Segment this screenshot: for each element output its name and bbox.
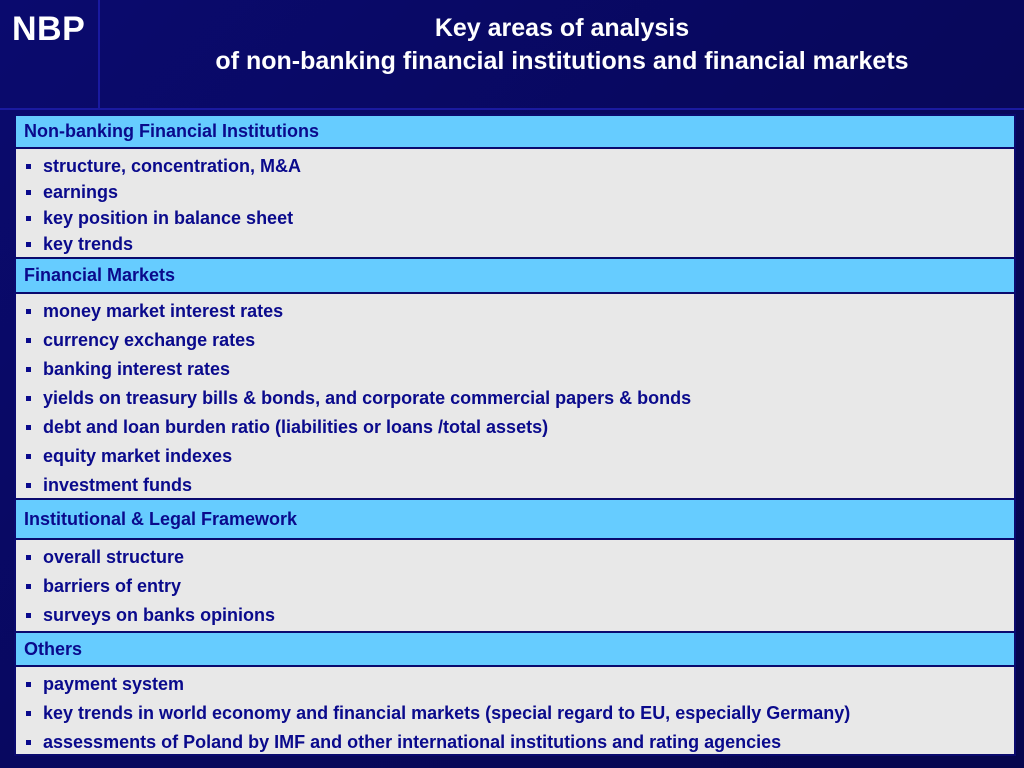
list-item [24,205,1014,231]
analysis-table [14,114,1016,756]
list-item-text: overall structure [43,547,185,567]
list-item-text: key trends in world economy and financial markets (special regard to EU, especially Germany) [43,703,851,723]
bullet-icon [26,216,31,221]
bullet-icon [26,740,31,745]
nbp-logo: NBP [12,10,86,48]
frame-divider-horizontal [0,108,1024,110]
section-body-others [16,667,1014,754]
list-item [24,384,1014,413]
bullet-icon [26,190,31,195]
list-item-text: surveys on banks opinions [43,605,276,625]
section-header-nbfi: Non-banking Financial Institutions [16,116,1014,149]
slide-title-line-1: Key areas of analysis [434,14,690,42]
frame-divider-vertical [98,0,100,110]
section-body-nbfi [16,149,1014,259]
section-header-institutional-legal: Institutional & Legal Framework [16,500,1014,540]
bullet-icon [26,425,31,430]
list-item-text: payment system [43,674,185,694]
bullet-icon [26,396,31,401]
list-item-text: investment funds [43,475,193,495]
slide-title-line-2: of non-banking financial institutions and financial markets [215,47,909,75]
list-item [24,297,1014,326]
list-item-text: money market interest rates [43,301,284,321]
list-item-text: key trends [43,233,134,254]
list-item [24,699,1014,728]
list-item [24,413,1014,442]
bullet-icon [26,483,31,488]
list-item-text: banking interest rates [43,359,231,379]
bullet-icon [26,164,31,169]
bullet-icon [26,367,31,372]
section-body-institutional-legal [16,540,1014,633]
bullet-icon [26,454,31,459]
section-header-others: Others [16,633,1014,667]
list-item [24,601,1014,630]
list-item [24,442,1014,471]
list-item [24,326,1014,355]
list-item-text: currency exchange rates [43,330,256,350]
bullet-icon [26,711,31,716]
bullet-icon [26,309,31,314]
bullet-icon [26,338,31,343]
list-item [24,670,1014,699]
list-item-text: structure, concentration, M&A [43,155,302,176]
list-item [24,728,1014,757]
list-item-text: yields on treasury bills & bonds, and corporate commercial papers & bonds [43,388,692,408]
list-item [24,179,1014,205]
section-header-financial-markets: Financial Markets [16,259,1014,294]
bullet-icon [26,613,31,618]
list-item-text: earnings [43,181,119,202]
list-item [24,355,1014,384]
bullet-icon [26,242,31,247]
list-item-text: assessments of Poland by IMF and other international institutions and rating agencies [43,732,782,752]
list-item [24,543,1014,572]
list-item-text: equity market indexes [43,446,233,466]
slide-title [110,12,1014,78]
list-item [24,231,1014,257]
list-item [24,153,1014,179]
list-item-text: barriers of entry [43,576,182,596]
bullet-icon [26,555,31,560]
list-item-text: key position in balance sheet [43,207,294,228]
section-body-financial-markets [16,294,1014,500]
list-item [24,471,1014,500]
list-item-text: debt and loan burden ratio (liabilities or loans /total assets) [43,417,549,437]
bullet-icon [26,682,31,687]
bullet-icon [26,584,31,589]
list-item [24,572,1014,601]
